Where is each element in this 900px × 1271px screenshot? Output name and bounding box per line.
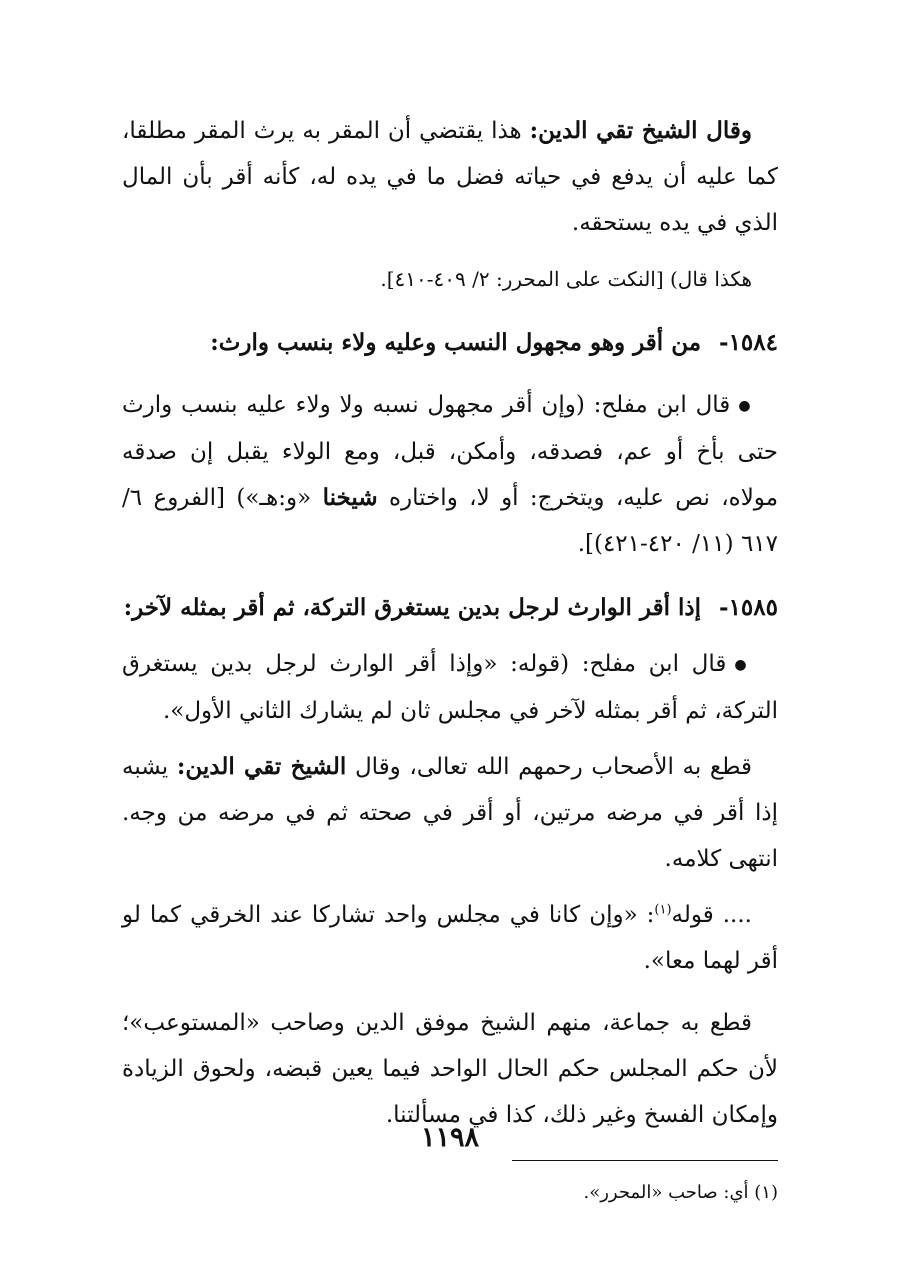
bullet-icon: ● — [734, 657, 752, 673]
bold-phrase: شيخنا — [322, 484, 378, 511]
footnote-marker: (١) — [754, 1182, 778, 1203]
paragraph-jamaah: قطع به جماعة، منهم الشيخ موفق الدين وصاحب «المستوعب»؛ لأن حكم المجلس حكم الحال الواحد فيما يعين قبضه، ولحوق الزيادة وإمكان الفسخ وغير ذلك، كذا في مسألتنا. — [122, 1010, 778, 1128]
footnote-reference: (١) — [654, 902, 672, 918]
paragraph-text: قال ابن مفلح: (وإن أقر مجهول نسبه ولا ولاء عليه بنسب وارث حتى بأخ أو عم، فصدقه، وأمكن، قبل، ومع الولاء يقبل إن صدقه مولاه، نص عليه، ويتخرج: أو لا، واختاره — [122, 392, 779, 511]
paragraph-ibn-muflih-2 — [122, 641, 778, 734]
footnote-text: أي: صاحب «المحرر». — [583, 1182, 755, 1203]
paragraph-text: قال ابن مفلح: (قوله: «وإذا أقر الوارث لرجل بدين يستغرق التركة، ثم أقر بمثله لآخر في مجلس ثان لم يشارك الثاني الأول». — [122, 651, 778, 724]
bold-phrase: الشيخ تقي الدين: — [176, 753, 347, 780]
paragraph-text: .... قوله — [671, 902, 752, 928]
section-title: من أقر وهو مجهول النسب وعليه ولاء بنسب وارث: — [210, 329, 702, 356]
footnote — [122, 1175, 778, 1211]
paragraph-qawluh — [122, 892, 778, 984]
paragraph-text: «و:هـ») [الفروع ٦/ ٦١٧ (١١/ ٤٢٠-٤٢١)]. — [122, 485, 778, 557]
bullet-icon: ● — [738, 398, 752, 414]
paragraph-text: قطع به الأصحاب رحمهم الله تعالى، وقال — [354, 754, 753, 780]
section-number: ١٥٨٤- — [719, 329, 778, 356]
section-number: ١٥٨٥- — [719, 594, 778, 621]
paragraph-ibn-muflih-1 — [122, 382, 778, 567]
paragraph-text: يشبه إذا أقر في مرضه مرتين، أو أقر في صحته ثم في مرضه من وجه. انتهى كلامه. — [122, 754, 778, 872]
footnote-divider — [512, 1160, 778, 1161]
citation-nukat: هكذا قال) [النكت على المحرر: ٢/ ٤٠٩-٤١٠]. — [380, 267, 752, 291]
section-title: إذا أقر الوارث لرجل بدين يستغرق التركة، ثم أقر بمثله لآخر: — [123, 594, 702, 621]
section-heading-1584 — [122, 320, 778, 366]
paragraph-sheikh-taqi — [122, 108, 778, 246]
paragraph-text: هذا يقتضي أن المقر به يرث المقر مطلقا، كما عليه أن يدفع في حياته فضل ما في يده له، كأنه أقر بأن المال الذي في يده يستحقه. — [122, 118, 778, 236]
paragraph-ashab — [122, 744, 778, 882]
paragraph-text: : «وإن كانا في مجلس واحد تشاركا عند الخرقي كما لو أقر لهما معا». — [122, 902, 778, 974]
bold-phrase: وقال الشيخ تقي الدين: — [529, 117, 752, 144]
section-heading-1585 — [122, 585, 778, 631]
page-number: ١١٩٨ — [420, 1122, 479, 1153]
